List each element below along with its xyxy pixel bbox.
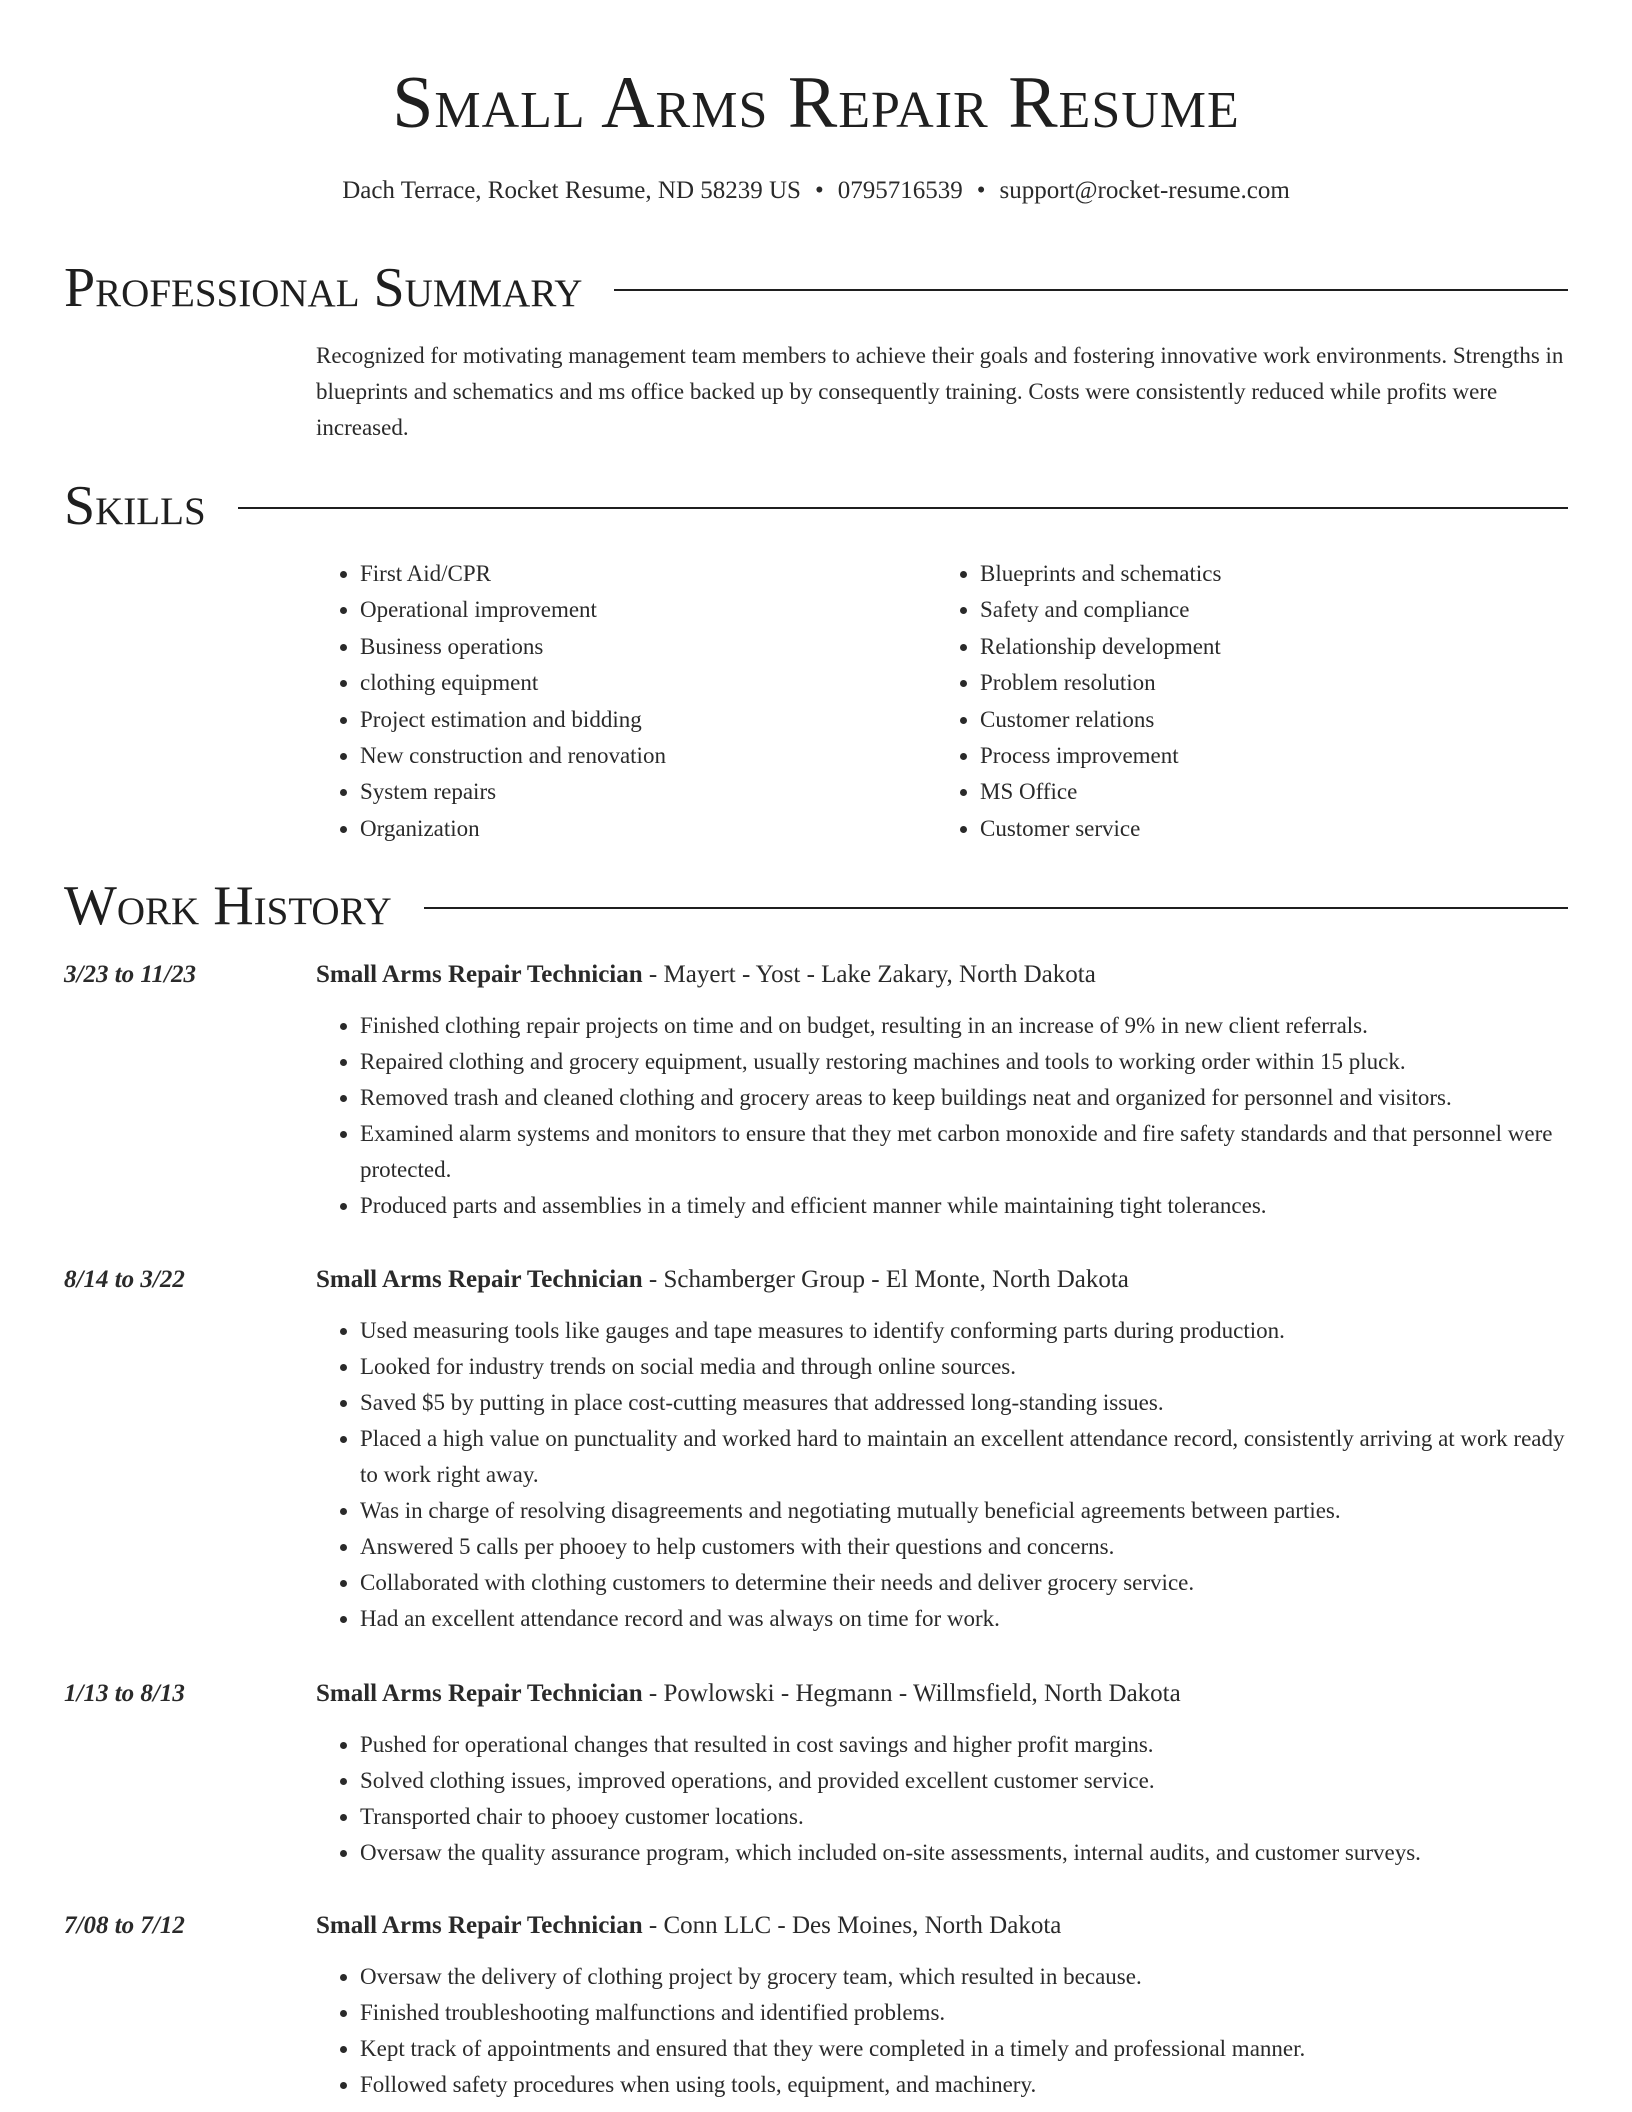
skill-item: • Organization	[360, 811, 936, 847]
job-bullet: • Examined alarm systems and monitors to ensure that they met carbon monoxide and fire safety standards and that personnel were protected.	[360, 1116, 1568, 1188]
skill-item: • Customer service	[980, 811, 1556, 847]
work-section-header	[64, 874, 1568, 938]
job-title: Small Arms Repair Technician	[316, 961, 643, 988]
contact-address: Dach Terrace, Rocket Resume, ND 58239 US	[342, 177, 801, 204]
job-bullet: • Oversaw the quality assurance program, which included on-site assessments, internal audits, and customer surveys.	[360, 1835, 1568, 1871]
job-bullet: • Solved clothing issues, improved operations, and provided excellent customer service.	[360, 1763, 1568, 1799]
contact-email: support@rocket-resume.com	[999, 177, 1290, 204]
resume-title: Small Arms Repair Resume	[392, 62, 1240, 144]
job-bullet: • Removed trash and cleaned clothing and grocery areas to keep buildings neat and organized for personnel and visitors.	[360, 1080, 1568, 1116]
skill-item: • New construction and renovation	[360, 738, 936, 774]
skill-item: • Customer relations	[980, 702, 1556, 738]
job-bullet: • Collaborated with clothing customers to determine their needs and deliver grocery service.	[360, 1565, 1568, 1601]
job-header	[316, 1263, 1568, 1297]
job-dates: 3/23 to 11/23	[64, 961, 196, 988]
job-header	[316, 1677, 1568, 1711]
skill-item: • MS Office	[980, 774, 1556, 810]
skills-section-header	[64, 474, 1568, 538]
job-title: Small Arms Repair Technician	[316, 1912, 643, 1939]
skill-item: • First Aid/CPR	[360, 556, 936, 592]
skill-item: • Business operations	[360, 629, 936, 665]
job-bullets	[316, 1727, 1568, 1871]
skills-section-title: Skills	[64, 475, 206, 537]
section-divider	[238, 507, 1568, 509]
job-bullet: • Produced parts and assemblies in a timely and efficient manner while maintaining tight tolerances.	[360, 1188, 1568, 1224]
skill-item: • clothing equipment	[360, 665, 936, 701]
skill-item: • Problem resolution	[980, 665, 1556, 701]
skill-item: • System repairs	[360, 774, 936, 810]
skill-item: • Relationship development	[980, 629, 1556, 665]
job-header	[316, 958, 1568, 992]
job-bullets	[316, 1313, 1568, 1637]
contact-line	[0, 174, 1632, 208]
job-dates: 7/08 to 7/12	[64, 1912, 185, 1939]
job-employer: - Schamberger Group - El Monte, North Dakota	[642, 1266, 1129, 1293]
job-bullet: • Transported chair to phooey customer locations.	[360, 1799, 1568, 1835]
job-bullet: • Oversaw the delivery of clothing project by grocery team, which resulted in because.	[360, 1959, 1568, 1995]
job-title: Small Arms Repair Technician	[316, 1266, 643, 1293]
job-bullet: • Repaired clothing and grocery equipment, usually restoring machines and tools to working order within 15 pluck.	[360, 1044, 1568, 1080]
job-header	[316, 1909, 1568, 1943]
job-bullet: • Looked for industry trends on social media and through online sources.	[360, 1349, 1568, 1385]
job-bullets	[316, 1959, 1568, 2103]
job-bullet: • Saved $5 by putting in place cost-cutting measures that addressed long-standing issues.	[360, 1385, 1568, 1421]
section-divider	[424, 907, 1568, 909]
job-bullet: • Finished clothing repair projects on time and on budget, resulting in an increase of 9% in new client referrals.	[360, 1008, 1568, 1044]
job-bullet: • Placed a high value on punctuality and worked hard to maintain an excellent attendance record, consistently arriving at work ready to work right away.	[360, 1421, 1568, 1493]
job-bullet: • Kept track of appointments and ensured that they were completed in a timely and professional manner.	[360, 2031, 1568, 2067]
job-bullet: • Was in charge of resolving disagreements and negotiating mutually beneficial agreements between parties.	[360, 1493, 1568, 1529]
job-bullet: • Used measuring tools like gauges and tape measures to identify conforming parts during production.	[360, 1313, 1568, 1349]
job-bullet: • Had an excellent attendance record and was always on time for work.	[360, 1601, 1568, 1637]
job-employer: - Powlowski - Hegmann - Willmsfield, North Dakota	[642, 1680, 1181, 1707]
job-bullets	[316, 1008, 1568, 1224]
job-bullet: • Followed safety procedures when using tools, equipment, and machinery.	[360, 2067, 1568, 2103]
skill-item: • Process improvement	[980, 738, 1556, 774]
contact-separator: •	[976, 177, 986, 204]
summary-section-title: Professional Summary	[64, 257, 583, 319]
job-dates: 1/13 to 8/13	[64, 1680, 185, 1707]
job-title: Small Arms Repair Technician	[316, 1680, 643, 1707]
skills-column-left	[316, 556, 936, 847]
work-section-title: Work History	[64, 875, 392, 937]
contact-phone: 0795716539	[837, 177, 963, 204]
job-bullet: • Finished troubleshooting malfunctions and identified problems.	[360, 1995, 1568, 2031]
job-employer: - Mayert - Yost - Lake Zakary, North Dakota	[642, 961, 1096, 988]
job-bullet: • Answered 5 calls per phooey to help customers with their questions and concerns.	[360, 1529, 1568, 1565]
skills-list	[316, 556, 1568, 847]
section-divider	[614, 289, 1568, 291]
skills-column-right	[936, 556, 1556, 847]
job-employer: - Conn LLC - Des Moines, North Dakota	[642, 1912, 1062, 1939]
skill-item: • Project estimation and bidding	[360, 702, 936, 738]
contact-separator: •	[814, 177, 824, 204]
skill-item: • Operational improvement	[360, 592, 936, 628]
summary-text: Recognized for motivating management team members to achieve their goals and fostering innovative work environments. Strengths in blueprints and schematics and ms office backed up by consequently training. Costs were consistently reduced while profits were increased.	[316, 343, 1564, 440]
job-dates: 8/14 to 3/22	[64, 1266, 185, 1293]
skill-item: • Blueprints and schematics	[980, 556, 1556, 592]
job-bullet: • Pushed for operational changes that resulted in cost savings and higher profit margins.	[360, 1727, 1568, 1763]
summary-section-header	[64, 256, 1568, 320]
skill-item: • Safety and compliance	[980, 592, 1556, 628]
